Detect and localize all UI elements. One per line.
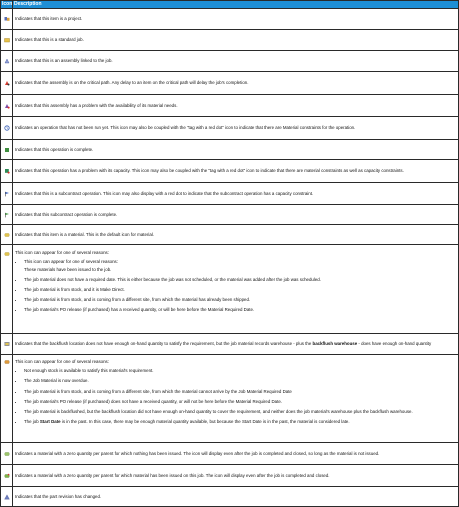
table-row xyxy=(1,465,459,487)
list-item: • The job material is from stock, and it is Make Direct. xyxy=(24,287,456,292)
header-description: Description xyxy=(13,1,459,9)
description-cell: Indicates that this item is a material. This is the default icon for material. xyxy=(13,225,459,245)
material-not-enough-icon xyxy=(4,359,10,365)
operation-complete-icon xyxy=(4,147,10,153)
material-warning-icon xyxy=(4,251,10,257)
description-cell: Indicates a material with a zero quantity per parent for which material has been issued on this job. The icon will display even after the job is completed and closed. xyxy=(13,465,459,487)
part-revision-changed-icon xyxy=(4,494,10,500)
table-row xyxy=(1,225,459,245)
description-cell: Indicates that this item is a project. xyxy=(13,9,459,30)
table-row xyxy=(1,334,459,355)
backflush-icon xyxy=(4,341,10,347)
description-cell: Indicates that this operation is complete. xyxy=(13,140,459,160)
description-cell: Indicates that the assembly is on the critical path. Any delay to an item on the critical path will delay the job's completion. xyxy=(13,72,459,95)
table-row xyxy=(1,487,459,507)
table-row xyxy=(1,443,459,465)
critical-path-assembly-icon xyxy=(4,80,10,86)
reasons-list xyxy=(15,259,456,264)
list-item: • The job material is backflushed, but the backflush location did not have enough on-hand quantity to cover the requirement, and neither does the job material's warehouse plus the backflush warehouse. xyxy=(24,409,456,414)
list-item: • The job material does not have a required date. This is either because the job was not scheduled, or the material was added after the job was scheduled. xyxy=(24,277,456,282)
table-row xyxy=(1,140,459,160)
table-row xyxy=(1,160,459,183)
zero-qty-not-issued-icon xyxy=(4,451,10,457)
description-cell: Indicates that the backflush location does not have enough on-hand quantity to satisfy the requirement, but the job material records warehouse - plus the backflush warehouse - does have enough on-hand quantity xyxy=(13,334,459,355)
material-icon xyxy=(4,232,10,238)
table-row xyxy=(1,117,459,140)
table-row xyxy=(1,205,459,225)
table-row xyxy=(1,183,459,205)
description-cell: Indicates that this is a subcontract operation. This icon may also display with a red dot to indicate that the subcontract operation has a capacity constraint. xyxy=(13,183,459,205)
reasons-list xyxy=(15,368,456,424)
list-item-subtext: These materials have been issued to the job. xyxy=(24,267,112,273)
table-row xyxy=(1,245,459,334)
description-cell: This icon can appear for one of several reasons: • Not enough stock is available to satisfy this material's requirement. • The Job Material is now overdue. • The job material is from stock, and is coming from a different site, from which the material cannot arrive by the Job Material Required Date • The job material's PO release (if purchased) does not have a received quantity, or will not be here before the Material Required Date. • The job material is backflushed, but the backflush location did not have enough on-hand quantity to cover the requirement, and neither does the job material's warehouse plus the backflush warehouse. • The job Start Date is in the past. In this case, there may be enough material quantity available, but because the Start Date is in the past, the material is considered late. xyxy=(13,355,459,443)
table-row xyxy=(1,72,459,95)
icon-cell xyxy=(1,9,13,30)
table-row xyxy=(1,9,459,30)
description-cell: Indicates an operation that has not been run yet. This icon may also be coupled with the "tag with a red dot" icon to indicate that there are Material constraints for the operation. xyxy=(13,117,459,140)
list-item: • The job material's PO release (if purchased) has a received quantity, or will be here before the Material Required Date. xyxy=(24,307,456,312)
list-item: • The Job Material is now overdue. xyxy=(24,378,456,383)
subcontract-operation-icon xyxy=(4,191,10,197)
list-item: • Not enough stock is available to satisfy this material's requirement. xyxy=(24,368,456,373)
list-item: • The job material is from stock, and is coming from a different site, from which the material cannot arrive by the Job Material Required Date xyxy=(24,389,456,394)
table-row xyxy=(1,30,459,51)
zero-qty-issued-icon xyxy=(4,473,10,479)
subcontract-complete-icon xyxy=(4,212,10,218)
table-row xyxy=(1,51,459,72)
description-cell: Indicates that this assembly has a problem with the availability of its material needs. xyxy=(13,95,459,117)
list-item: • The job Start Date is in the past. In this case, there may be enough material quantity available, but because the Start Date is in the past, the material is considered late. xyxy=(24,419,456,424)
reasons-intro: This icon can appear for one of several reasons: xyxy=(15,250,109,255)
table-row xyxy=(1,355,459,443)
standard-job-icon xyxy=(4,37,10,43)
header-icon: Icon xyxy=(2,1,13,7)
description-cell: Indicates that this is a standard job. xyxy=(13,30,459,51)
description-cell: Indicates that this subcontract operation is complete. xyxy=(13,205,459,225)
description-cell: Indicates that this operation has a problem with its capacity. This icon may also be coupled with the "tag with a red dot" icon to indicate that there are material constraints as well as capacity constraints. xyxy=(13,160,459,183)
description-cell xyxy=(13,245,459,334)
table-row xyxy=(1,95,459,117)
list-item: • The job material's PO release (if purchased) does not have a received quantity, or will not be here before the Material Required Date. xyxy=(24,399,456,404)
description-cell: Indicates a material with a zero quantity per parent for which nothing has been issued. The icon will display even after the job is completed and closed, so long as the material is not issued. xyxy=(13,443,459,465)
project-icon xyxy=(4,16,10,22)
start-date-term: Start Date xyxy=(39,419,61,425)
list-item: • The job material is from stock, and is coming from a different site, from which the material has already been shipped. xyxy=(24,297,456,302)
table-header-row xyxy=(1,1,459,9)
assembly-linked-icon xyxy=(4,58,10,64)
list-item: • This icon can appear for one of several reasons: xyxy=(24,259,456,264)
description-cell: Indicates that this is an assembly linked to the job. xyxy=(13,51,459,72)
backflush-warehouse-term: backflush warehouse xyxy=(312,341,358,347)
operation-capacity-problem-icon xyxy=(4,168,10,174)
assembly-material-problem-icon xyxy=(4,103,10,109)
description-cell: Indicates that the part revision has changed. xyxy=(13,487,459,507)
operation-not-run-icon xyxy=(4,125,10,131)
